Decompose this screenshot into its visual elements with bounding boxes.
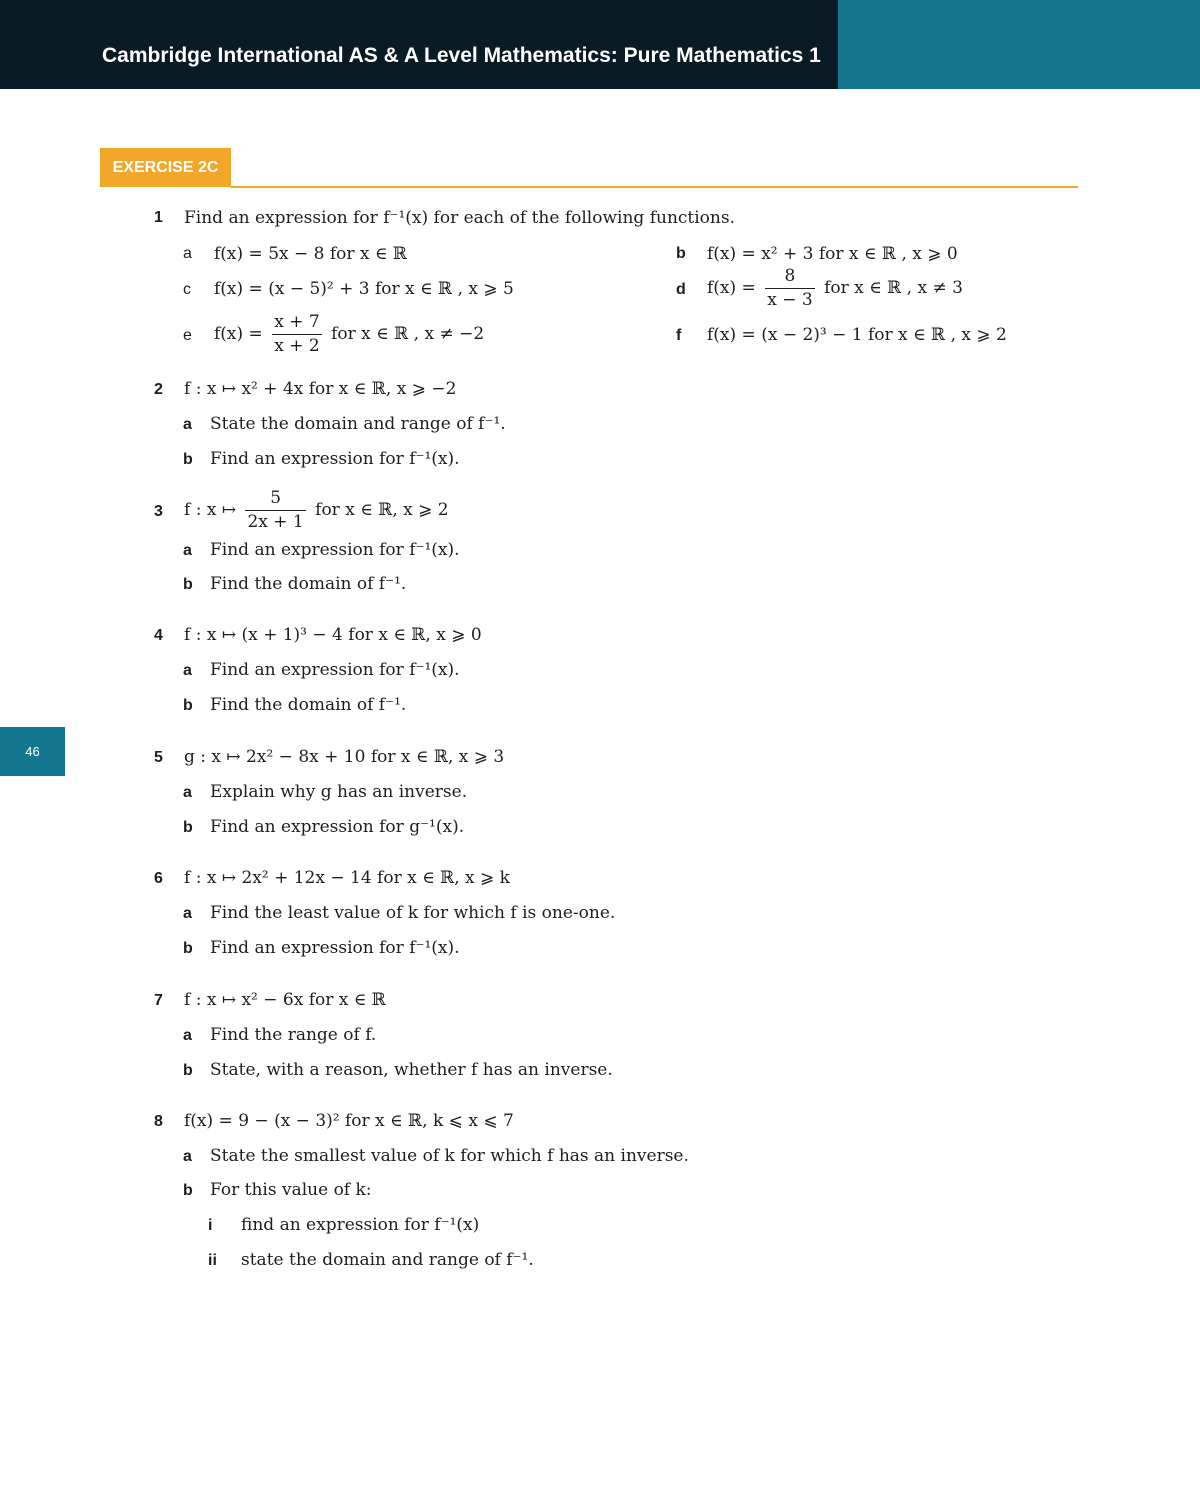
header-accent-block: [838, 0, 1200, 89]
page-number: 46: [0, 727, 65, 776]
fraction-numerator: x + 7: [274, 312, 320, 332]
fraction-numerator: 5: [270, 488, 282, 508]
question-number: 5: [154, 749, 163, 766]
part-text: Find an expression for g⁻¹(x).: [210, 817, 465, 837]
question-number: 7: [154, 992, 163, 1009]
exercise-label: EXERCISE 2C: [100, 148, 231, 187]
part-text: Find an expression for f⁻¹(x).: [210, 660, 460, 680]
part-fraction-expression: [214, 313, 484, 356]
question-number: 3: [154, 503, 163, 520]
part-text: For this value of k:: [210, 1180, 372, 1200]
part-label: a: [183, 416, 192, 433]
part-label: d: [676, 281, 686, 298]
part-text: Find an expression for f⁻¹(x).: [210, 449, 460, 469]
part-label: b: [183, 819, 193, 836]
fraction-rhs: for x ∈ ℝ , x ≠ −2: [331, 324, 485, 345]
fraction: [272, 313, 321, 356]
part-text: Find the range of f.: [210, 1025, 377, 1045]
part-label: e: [183, 327, 192, 344]
book-title: Cambridge International AS & A Level Mathematics: Pure Mathematics 1: [102, 44, 821, 67]
part-text: Find the domain of f⁻¹.: [210, 574, 407, 594]
question-fraction-stem: [184, 489, 449, 532]
part-label: a: [183, 245, 192, 262]
fraction-denominator: x − 3: [767, 289, 813, 310]
fraction-denominator: 2x + 1: [247, 511, 304, 532]
fraction-numerator: 8: [784, 266, 796, 286]
part-label: a: [183, 1148, 192, 1165]
fraction-lhs: f : x ↦: [184, 500, 237, 521]
part-text: f(x) = 5x − 8 for x ∈ ℝ: [214, 244, 408, 264]
part-text: Find an expression for f⁻¹(x).: [210, 938, 460, 958]
part-label: a: [183, 542, 192, 559]
part-label: b: [676, 245, 686, 262]
question-number: 8: [154, 1113, 163, 1130]
part-text: State the domain and range of f⁻¹.: [210, 414, 506, 434]
fraction-denominator: x + 2: [274, 335, 320, 356]
part-label: b: [183, 1062, 193, 1079]
question-stem: f(x) = 9 − (x − 3)² for x ∈ ℝ, k ⩽ x ⩽ 7: [184, 1111, 514, 1131]
part-text: Find an expression for f⁻¹(x).: [210, 540, 460, 560]
subpart-label: i: [208, 1217, 213, 1234]
question-stem: f : x ↦ x² + 4x for x ∈ ℝ, x ⩾ −2: [184, 379, 457, 399]
subpart-text: find an expression for f⁻¹(x): [241, 1215, 480, 1235]
fraction-rhs: for x ∈ ℝ , x ≠ 3: [824, 278, 963, 299]
question-stem: g : x ↦ 2x² − 8x + 10 for x ∈ ℝ, x ⩾ 3: [184, 747, 505, 767]
part-label: b: [183, 697, 193, 714]
part-text: Find the least value of k for which f is one-one.: [210, 903, 616, 923]
part-text: Find the domain of f⁻¹.: [210, 695, 407, 715]
subpart-text: state the domain and range of f⁻¹.: [241, 1250, 534, 1270]
subpart-label: ii: [208, 1252, 217, 1269]
question-number: 6: [154, 870, 163, 887]
part-text: State the smallest value of k for which f has an inverse.: [210, 1146, 689, 1166]
question-number: 4: [154, 627, 163, 644]
part-label: b: [183, 451, 193, 468]
part-text: f(x) = (x − 2)³ − 1 for x ∈ ℝ , x ⩾ 2: [707, 325, 1007, 345]
part-label: b: [183, 940, 193, 957]
question-number: 1: [154, 209, 163, 226]
question-stem: f : x ↦ (x + 1)³ − 4 for x ∈ ℝ, x ⩾ 0: [184, 625, 482, 645]
part-label: a: [183, 905, 192, 922]
part-text: f(x) = x² + 3 for x ∈ ℝ , x ⩾ 0: [707, 244, 958, 264]
fraction-lhs: f(x) =: [707, 278, 756, 299]
fraction: [765, 267, 814, 310]
question-stem: f : x ↦ x² − 6x for x ∈ ℝ: [184, 990, 386, 1010]
part-label: f: [676, 327, 682, 344]
question-number: 2: [154, 381, 163, 398]
question-text: Find an expression for f⁻¹(x) for each of the following functions.: [184, 208, 735, 228]
fraction-rhs: for x ∈ ℝ, x ⩾ 2: [315, 500, 449, 521]
part-label: a: [183, 662, 192, 679]
part-fraction-expression: [707, 267, 963, 310]
part-text: f(x) = (x − 5)² + 3 for x ∈ ℝ , x ⩾ 5: [214, 279, 514, 299]
fraction-lhs: f(x) =: [214, 324, 263, 345]
part-text: Explain why g has an inverse.: [210, 782, 468, 802]
part-label: b: [183, 1182, 193, 1199]
part-label: a: [183, 1027, 192, 1044]
part-label: c: [183, 281, 191, 298]
fraction: [245, 489, 305, 532]
question-stem: f : x ↦ 2x² + 12x − 14 for x ∈ ℝ, x ⩾ k: [184, 868, 510, 888]
part-label: a: [183, 784, 192, 801]
exercise-rule: [231, 186, 1078, 188]
part-label: b: [183, 576, 193, 593]
part-text: State, with a reason, whether f has an inverse.: [210, 1060, 613, 1080]
